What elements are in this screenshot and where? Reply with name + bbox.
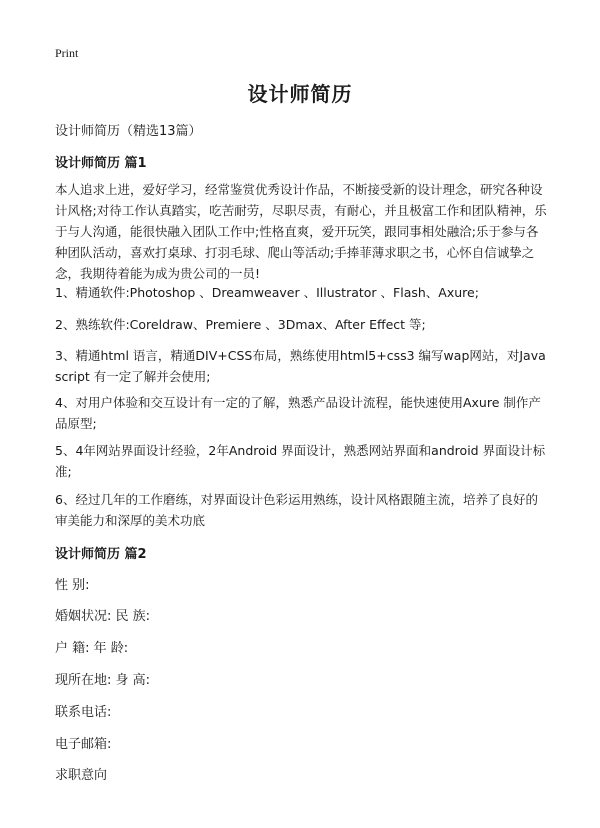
field-job-intention: 求职意向 (55, 768, 108, 783)
print-link[interactable]: Print (55, 46, 79, 60)
document-subtitle: 设计师简历（精选13篇） (55, 124, 202, 139)
field-marital-ethnicity: 婚姻状况: 民 族: (55, 609, 151, 624)
skill-item-2: 2、熟练软件:Coreldraw、Premiere 、3Dmax、After Effect 等; (55, 317, 426, 332)
skill-item-3: 3、精通html 语言，精通DIV+CSS布局，熟练使用html5+css3 编写wap网站，对Javascript 有一定了解并会使用; (55, 348, 546, 384)
skill-item-4: 4、对用户体验和交互设计有一定的了解，熟悉产品设计流程，能快速使用Axure 制作产品原型; (55, 395, 541, 431)
field-hukou-age: 户 籍: 年 龄: (55, 641, 129, 656)
skill-item-6: 6、经过几年的工作磨练，对界面设计色彩运用熟练，设计风格跟随主流，培养了良好的审美能力和深厚的美术功底 (55, 492, 538, 528)
skill-item-1: 1、精通软件:Photoshop 、Dreamweaver 、Illustrator 、Flash、Axure; (55, 285, 479, 300)
field-email: 电子邮箱: (55, 737, 112, 752)
section-heading-1: 设计师简历 篇1 (55, 156, 147, 171)
document-title: 设计师简历 (247, 82, 353, 106)
field-phone: 联系电话: (55, 705, 112, 720)
skill-item-5: 5、4年网站界面设计经验，2年Android 界面设计，熟悉网站界面和android 界面设计标准; (55, 443, 546, 479)
field-gender: 性 别: (55, 578, 90, 593)
field-location-height: 现所在地: 身 高: (55, 673, 151, 688)
section-heading-2: 设计师简历 篇2 (55, 547, 147, 562)
intro-paragraph: 本人追求上进，爱好学习，经常鉴赏优秀设计作品，不断接受新的设计理念，研究各种设计风格;对待工作认真踏实，吃苦耐劳，尽职尽责，有耐心，并且极富工作和团队精神，乐于与人沟通，能很快融入团队工作中;性格直爽，爱开玩笑，跟同事相处融洽;乐于参与各种团队活动，喜欢打桌球、打羽毛球、爬山等活动;手捧菲薄求职之书，心怀自信诚挚之念，我期待着能为成为贵公司的一员! (55, 182, 547, 281)
